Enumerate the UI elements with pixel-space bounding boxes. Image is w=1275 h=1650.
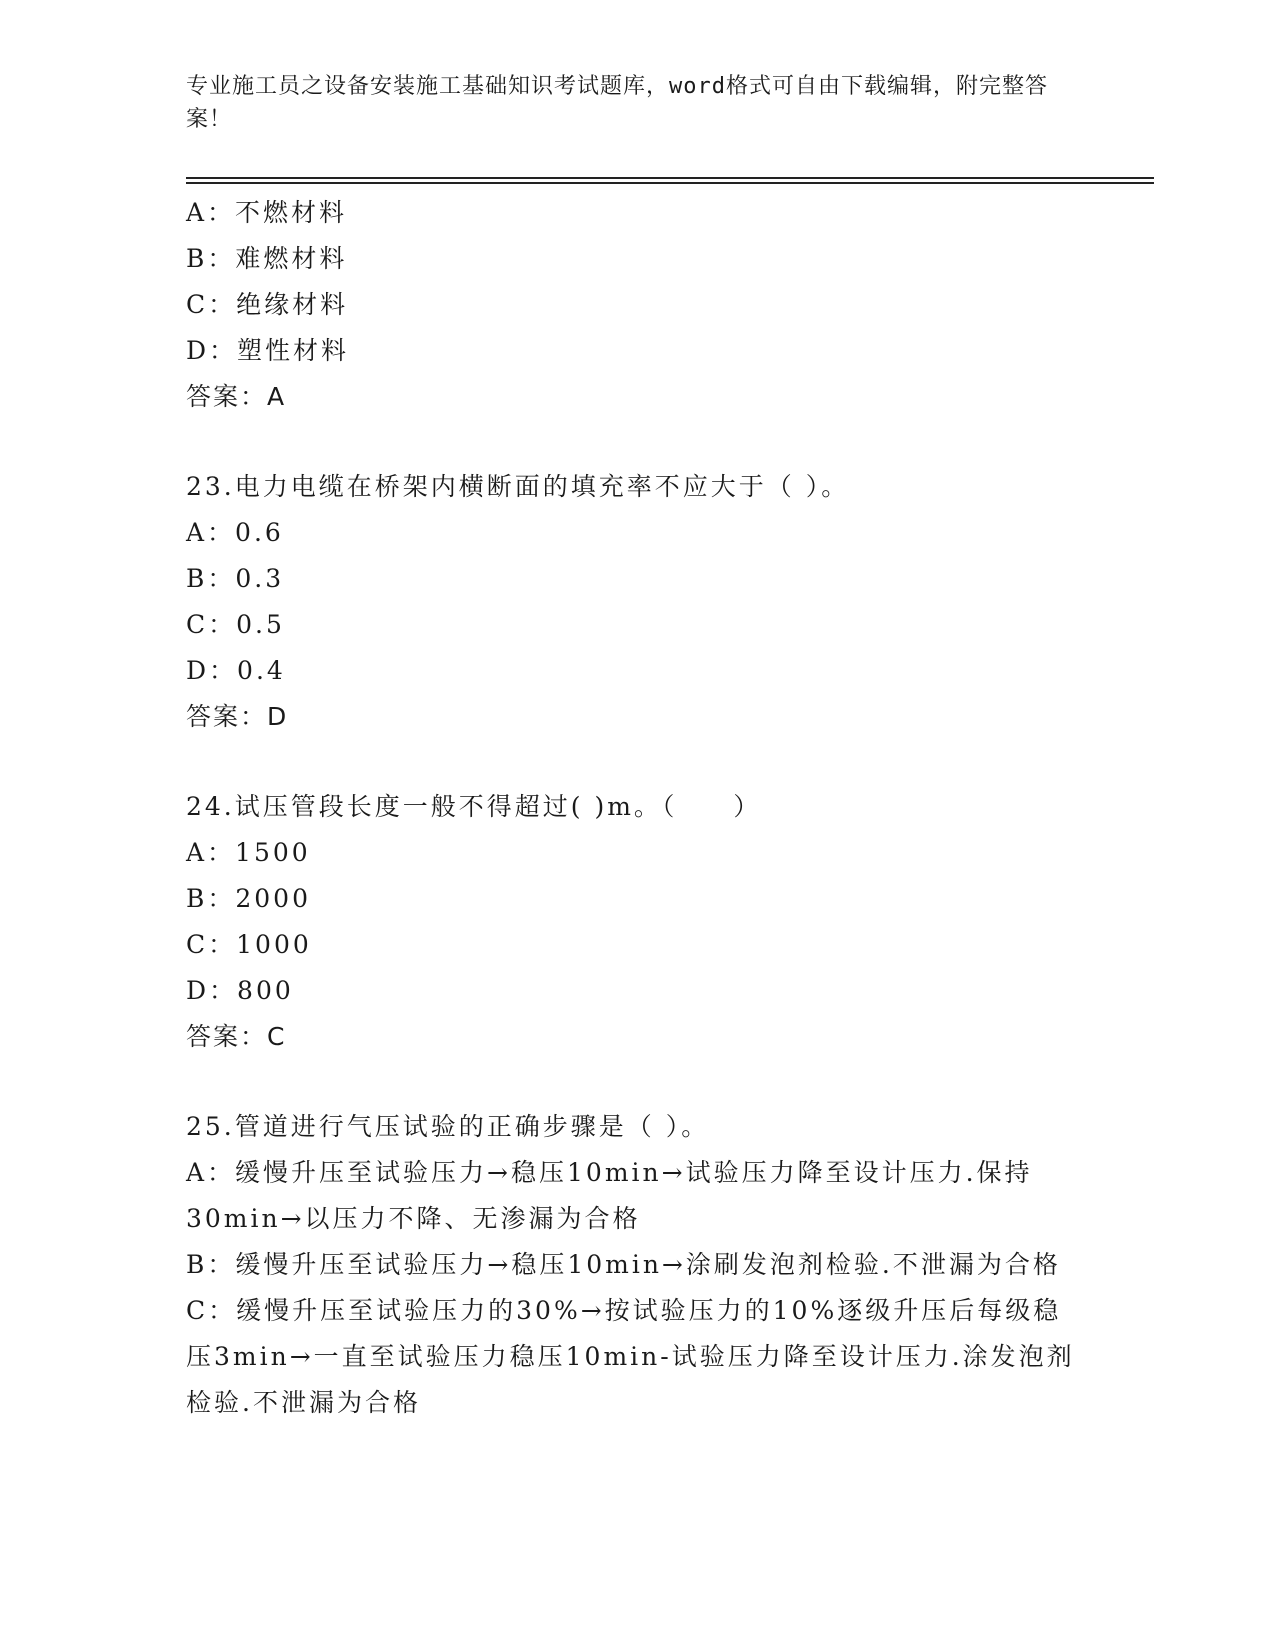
question-title: 24.试压管段长度一般不得超过( )m。（ ） <box>186 792 762 821</box>
answer-text: 答案：C <box>186 1022 287 1051</box>
question-title: 23.电力电缆在桥架内横断面的填充率不应大于（ ）。 <box>186 472 850 501</box>
question-25 <box>186 1104 1086 1426</box>
option-b: B：难燃材料 <box>186 244 348 273</box>
option-a: A：1500 <box>186 838 311 867</box>
option-a: A：缓慢升压至试验压力→稳压10min→试验压力降至设计压力.保持30min→以压力不降、无渗漏为合格 <box>186 1158 1033 1233</box>
header-divider-top <box>186 177 1154 179</box>
option-c: C：缓慢升压至试验压力的30%→按试验压力的10%逐级升压后每级稳压3min→一直至试验压力稳压10min-试验压力降至设计压力.涂发泡剂检验.不泄漏为合格 <box>186 1296 1075 1417</box>
option-a: A：不燃材料 <box>186 198 348 227</box>
question-24 <box>186 784 1086 1060</box>
answer-text: 答案：A <box>186 382 287 411</box>
question-22-continued <box>186 190 1086 420</box>
option-b: B：0.3 <box>186 564 285 593</box>
question-23 <box>186 464 1086 740</box>
document-header: 专业施工员之设备安装施工基础知识考试题库，word格式可自由下载编辑，附完整答案！ <box>186 74 1048 132</box>
option-c: C：绝缘材料 <box>186 290 349 319</box>
option-d: D：0.4 <box>186 656 286 685</box>
option-b: B：2000 <box>186 884 311 913</box>
question-title: 25.管道进行气压试验的正确步骤是（ ）。 <box>186 1112 710 1141</box>
option-d: D：800 <box>186 976 294 1005</box>
option-c: C：1000 <box>186 930 312 959</box>
option-a: A：0.6 <box>186 518 284 547</box>
option-c: C：0.5 <box>186 610 285 639</box>
header-divider-bottom <box>186 182 1154 184</box>
answer-text: 答案：D <box>186 702 289 731</box>
question-list <box>186 190 1086 1470</box>
option-d: D：塑性材料 <box>186 336 350 365</box>
option-b: B：缓慢升压至试验压力→稳压10min→涂刷发泡剂检验.不泄漏为合格 <box>186 1250 1061 1279</box>
